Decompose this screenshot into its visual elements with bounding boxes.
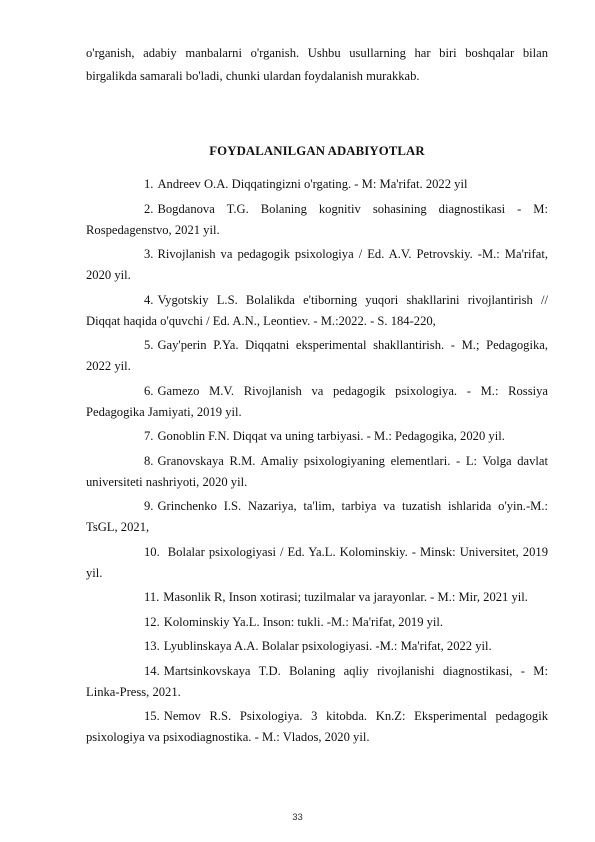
references-heading: FOYDALANILGAN ADABIYOTLAR: [209, 144, 425, 158]
reference-text: Gay'perin P.Ya. Diqqatni eksperimental shakllantirish. - M.; Pedagogika, 2022 yil.: [86, 338, 548, 373]
reference-item: [86, 426, 548, 447]
reference-number: 1.: [144, 177, 154, 191]
reference-text: Grinchenko I.S. Nazariya, ta'lim, tarbiya va tuzatish ishlarida o'yin.-M.: TsGL, 2021,: [86, 499, 548, 534]
reference-number: 12.: [144, 614, 160, 629]
reference-text: Granovskaya R.M. Amaliy psixologiyaning elementlari. - L: Volga davlat universiteti nashriyoti, 2020 yil.: [86, 453, 548, 489]
reference-text: Kolominskiy Ya.L. Inson: tukli. -M.: Ma'rifat, 2019 yil.: [163, 614, 444, 629]
reference-item: [86, 636, 548, 657]
reference-number: 13.: [144, 639, 160, 653]
reference-number: 11.: [144, 590, 160, 604]
references-list: [86, 174, 548, 752]
reference-item: [86, 290, 548, 332]
reference-item: [86, 706, 548, 748]
intro-paragraph: o'rganish, adabiy manbalarni o'rganish. Ushbu usullarning har biri boshqalar bilan birgalikda samarali bo'ladi, chunki ulardan foydalanish murakkab.: [86, 46, 548, 83]
reference-text: Rivojlanish va pedagogik psixologiya / Ed. A.V. Petrovskiy. -M.: Ma'rifat, 2020 yil.: [86, 247, 548, 282]
reference-number: 8.: [144, 453, 154, 468]
reference-item: [86, 335, 548, 377]
reference-text: Lyublinskaya A.A. Bolalar psixologiyasi. -M.: Ma'rifat, 2022 yil.: [163, 639, 492, 653]
reference-item: [86, 587, 548, 608]
reference-item: [86, 451, 548, 493]
reference-text: Gonoblin F.N. Diqqat va uning tarbiyasi. - M.: Pedagogika, 2020 yil.: [157, 429, 505, 443]
reference-number: 9.: [144, 499, 154, 513]
reference-number: 4.: [144, 292, 154, 307]
reference-item: [86, 661, 548, 703]
reference-item: [86, 174, 548, 195]
reference-number: 7.: [144, 429, 154, 443]
reference-number: 6.: [144, 383, 154, 398]
reference-number: 3.: [144, 247, 154, 261]
reference-item: [86, 542, 548, 584]
reference-number: 15.: [144, 709, 160, 723]
reference-item: [86, 496, 548, 538]
reference-item: [86, 199, 548, 241]
page-number: 33: [292, 812, 303, 823]
reference-number: 2.: [144, 201, 154, 216]
reference-text: Bolalar psixologiyasi / Ed. Ya.L. Kolominskiy. - Minsk: Universitet, 2019 yil.: [86, 544, 548, 580]
reference-item: [86, 612, 548, 633]
reference-text: Andreev O.A. Diqqatingizni o'rgating. - M: Ma'rifat. 2022 yil: [157, 177, 468, 191]
reference-text: Nemov R.S. Psixologiya. 3 kitobda. Kn.Z: Eksperimental pedagogik psixologiya va psixodiagnostika. - M.: Vlados, 2020 yil.: [86, 709, 548, 744]
reference-text: Bogdanova T.G. Bolaning kognitiv sohasining diagnostikasi - M: Rospedagenstvo, 2021 yil.: [86, 201, 548, 237]
reference-number: 10.: [144, 544, 160, 559]
reference-item: [86, 244, 548, 286]
reference-number: 5.: [144, 338, 154, 352]
reference-text: Masonlik R, Inson xotirasi; tuzilmalar va jarayonlar. - M.: Mir, 2021 yil.: [163, 590, 528, 604]
reference-item: [86, 381, 548, 423]
reference-text: Vygotskiy L.S. Bolalikda e'tiborning yuqori shakllarini rivojlantirish // Diqqat haqida o'quvchi / Ed. A.N., Leontiev. - M.:2022. - S. 184-220,: [86, 292, 548, 328]
reference-text: Martsinkovskaya T.D. Bolaning aqliy rivojlanishi diagnostikasi, - M: Linka-Press, 2021.: [86, 663, 548, 699]
reference-text: Gamezo M.V. Rivojlanish va pedagogik psixologiya. - M.: Rossiya Pedagogika Jamiyati, 2019 yil.: [86, 383, 548, 419]
reference-number: 14.: [144, 663, 160, 678]
